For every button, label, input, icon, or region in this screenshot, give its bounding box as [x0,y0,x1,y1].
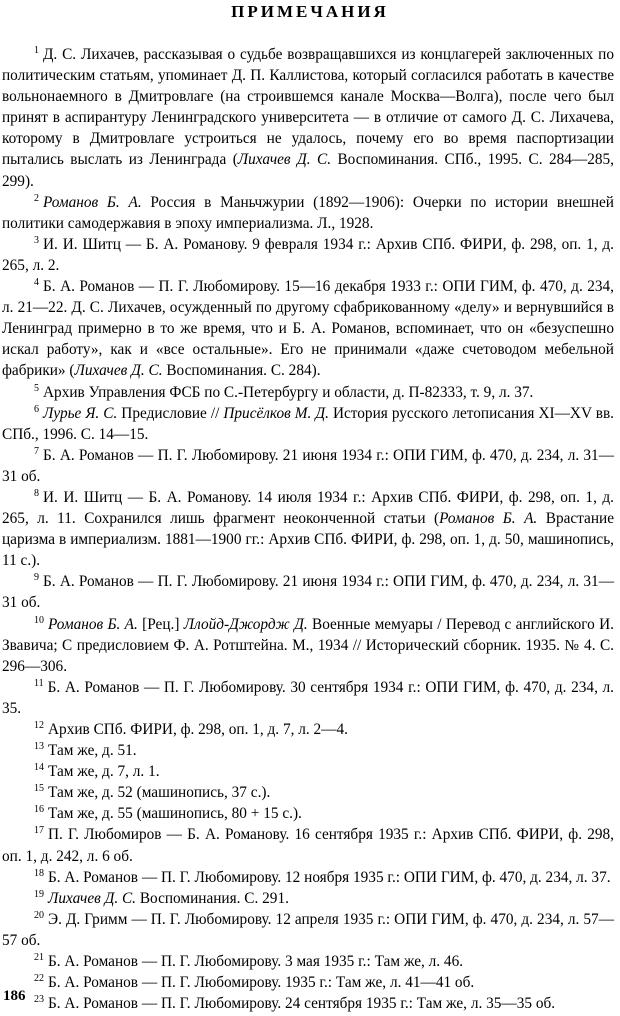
footnote-number: 17 [34,825,44,837]
footnote-author-italic: Лихачев Д. С. [237,151,332,169]
footnote-text: И. И. Шитц — Б. А. Романову. 14 июля 1934 г.: Архив СПб. ФИРИ, ф. 298, оп. 1, д. 265, л. 11. Сохранился лишь фрагмент неоконченной статьи ( [2,488,614,528]
footnote-7 [2,445,614,487]
footnote-number: 10 [34,614,44,626]
footnote-15 [2,782,614,803]
footnote-number: 22 [34,973,44,985]
footnote-text: Б. А. Романов — П. Г. Любомирову. 1935 г.: Там же, л. 41—41 об. [48,974,475,992]
footnote-number: 3 [34,234,39,246]
footnote-text: Воспоминания. С. 284). [162,362,321,380]
footnote-1 [2,44,614,192]
footnote-text: Б. А. Романов — П. Г. Любомирову. 30 сентября 1934 г.: ОПИ ГИМ, ф. 470, д. 234, л. 35. [2,678,614,717]
footnote-text: И. И. Шитц — Б. А. Романову. 9 февраля 1934 г.: Архив СПб. ФИРИ, ф. 298, оп. 1, д. 265, л. 2. [2,235,614,274]
footnote-11 [2,677,614,719]
footnote-author-italic: Лихачев Д. С. [48,889,137,907]
footnote-number: 12 [34,720,44,731]
footnote-text: Б. А. Романов — П. Г. Любомирову. 24 сентября 1935 г.: Там же, л. 35—35 об. [48,995,556,1013]
footnote-text: Там же, д. 7, л. 1. [48,763,160,781]
footnote-number: 16 [34,804,44,816]
footnote-4 [2,276,614,381]
notes-list [2,44,614,1014]
footnote-text: История русского летописания XI—XV вв. СПб., 1996. С. 14—15. [2,404,614,443]
footnote-number: 8 [34,487,39,499]
footnote-16 [2,803,614,824]
footnote-author-italic: Романов Б. А. [48,615,138,633]
footnote-14 [2,761,614,782]
footnote-text: Д. С. Лихачев, рассказывая о судьбе возвращавшихся из концлагерей заключенных по политическим статьям, упоминает Д. П. Каллистова, который согласился работать в качестве вольнонаемного в Дмитровлаге (на строившемся канале Москва—Волга), после чего был принят в аспирантуру Ленинградского университета — в отличие от самого Д. С. Лихачева, которому в Дмитровлаге устроиться не удалось, почему его во время паспортизации пытались выслать из Ленинграда ( [2,46,614,169]
footnote-author-italic: Лихачев Д. С. [74,362,163,380]
footnote-text: Там же, д. 55 (машинопись, 80 + 15 с.). [48,805,302,823]
footnote-text: Военные мемуары / Перевод с английского И. Звавича; С предисловием Ф. А. Ротштейна. М., 1934 // Исторический сборник. 1935. № 4. С. 296—306. [2,615,614,675]
footnote-number: 2 [34,192,39,204]
footnote-text: Там же, д. 52 (машинопись, 37 с.). [48,784,271,802]
footnote-9 [2,571,614,613]
footnote-text: Воспоминания. С. 291. [136,889,289,907]
footnote-text: Б. А. Романов — П. Г. Любомирову. 21 июня 1934 г.: ОПИ ГИМ, ф. 470, д. 234, л. 31—31 об. [2,573,614,612]
footnote-3 [2,234,614,276]
footnote-number: 4 [34,277,39,289]
page-title: ПРИМЕЧАНИЯ [231,2,389,21]
footnote-18 [2,867,614,888]
footnote-number: 11 [34,677,44,689]
footnote-text: Э. Д. Гримм — П. Г. Любомирову. 12 апреля 1935 г.: ОПИ ГИМ, ф. 470, д. 234, л. 57—57 об. [2,910,614,949]
footnote-23 [2,993,614,1014]
footnote-number: 13 [34,741,44,753]
footnote-text: [Рец.] [137,615,184,633]
footnote-number: 9 [34,572,39,584]
footnote-number: 21 [34,952,44,964]
footnote-number: 18 [34,867,44,879]
footnote-text: Б. А. Романов — П. Г. Любомирову. 3 мая 1935 г.: Там же, л. 46. [48,953,464,971]
footnote-number: 1 [34,45,39,56]
footnote-number: 6 [34,403,39,415]
footnote-text: Б. А. Романов — П. Г. Любомирову. 21 июня 1934 г.: ОПИ ГИМ, ф. 470, д. 234, л. 31—31 об. [2,446,614,485]
footnote-5 [2,382,614,403]
page-number: 186 [3,988,26,1004]
footnote-number: 20 [34,909,44,921]
footnote-text: Архив СПб. ФИРИ, ф. 298, оп. 1, д. 7, л. 2—4. [48,721,348,738]
footnote-21 [2,951,614,972]
footnote-text: Архив Управления ФСБ по С.-Петербургу и области, д. П-82333, т. 9, л. 37. [43,383,534,401]
footnote-text: Врастание царизма в империализм. 1881—1900 гг.: Архив СПб. ФИРИ, ф. 298, оп. 1, д. 50, машинопись, 11 с.). [2,510,614,570]
footnote-8 [2,487,614,571]
footnote-20 [2,909,614,951]
footnote-author-italic: Лурье Я. С. [43,404,118,422]
footnote-author-italic: Романов Б. А. [439,510,538,528]
footnote-number: 19 [34,888,44,900]
footnote-22 [2,972,614,993]
footnote-text: Предисловие // [117,404,224,422]
footnote-number: 15 [34,783,44,795]
footnote-text: Воспоминания. СПб., 1995. С. 284—285, 299). [2,151,614,190]
footnote-text: Б. А. Романов — П. Г. Любомирову. 15—16 декабря 1933 г.: ОПИ ГИМ, ф. 470, д. 234, л. 21—22. Д. С. Лихачев, осужденный по другому сфабрикованному «делу» и вернувшийся в Ленинград примерно в то же время, что и Б. А. Романов, вспоминает, что он «безуспешно искал работу», как и «все остальные». Его не принимали «даже счетоводом мебельной фабрики» ( [2,278,614,380]
footnote-2 [2,192,614,234]
footnote-author-italic: Романов Б. А. [43,193,142,211]
footnote-author-italic: Ллойд-Джордж Д. [183,615,308,633]
footnote-text: Россия в Маньчжурии (1892—1906): Очерки по истории внешней политики самодержавия в эпоху империализма. Л., 1928. [2,193,614,232]
footnote-number: 7 [34,445,39,457]
footnote-12 [2,719,614,740]
footnote-number: 5 [34,382,39,394]
footnote-19 [2,888,614,909]
footnote-17 [2,824,614,866]
footnote-text: Там же, д. 51. [48,742,137,760]
footnote-text: Б. А. Романов — П. Г. Любомирову. 12 ноября 1935 г.: ОПИ ГИМ, ф. 470, д. 234, л. 37. [48,868,611,886]
footnote-number: 14 [34,762,44,774]
footnote-text: П. Г. Любомиров — Б. А. Романову. 16 сентября 1935 г.: Архив СПб. ФИРИ, ф. 298, оп. 1, д. 242, л. 6 об. [2,826,614,865]
footnote-6 [2,403,614,445]
footnote-number: 23 [34,994,44,1006]
footnote-10 [2,614,614,677]
footnote-author-italic: Присёлков М. Д. [223,404,329,422]
footnote-13 [2,740,614,761]
